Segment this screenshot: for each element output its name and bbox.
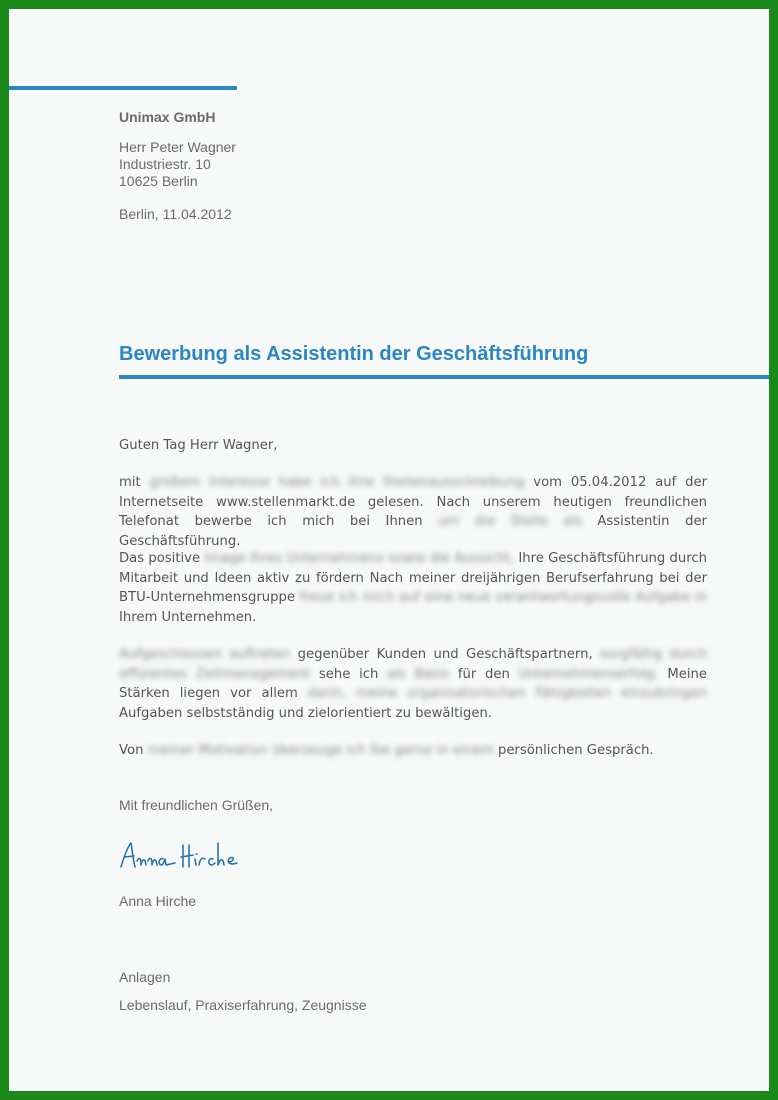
body-text-segment: sehe ich bbox=[310, 666, 388, 682]
body-text-segment: Assistentin der Geschäftsführung. bbox=[119, 514, 707, 549]
attachments-label: Anlagen bbox=[119, 969, 171, 985]
blurred-text: Aufgeschlossen auftreten bbox=[119, 647, 291, 662]
sender-company: Unimax GmbH bbox=[119, 109, 216, 125]
recipient-address bbox=[119, 139, 236, 190]
blurred-text: Image Ihres Unternehmens sowie die Aussicht, bbox=[204, 551, 515, 566]
signer-name: Anna Hirche bbox=[119, 893, 197, 909]
body-text-segment: persönlichen Gespräch. bbox=[493, 743, 654, 758]
body-text-segment: Nach meiner dreijährigen Berufserfahrung bei der BTU-Unternehmensgruppe bbox=[119, 570, 707, 605]
body-text-segment: vom 05.04.2012 auf der Internetseite www.stellenmarkt.de gelesen. Nach unserem heutigen freundlichen Telefonat bewerbe ich mich bei Ihnen bbox=[119, 475, 707, 529]
blurred-text: Unternehmenserfolg. bbox=[518, 666, 659, 682]
greeting: Guten Tag Herr Wagner, bbox=[119, 438, 278, 453]
blurred-text: um die Stelle als bbox=[438, 514, 582, 529]
blurred-text: sorgfältig durch effizientes Zeitmanagement bbox=[119, 647, 707, 682]
blurred-text: großem Interesse habe ich Ihre Stellenausschreibung bbox=[149, 475, 525, 490]
blurred-text: meiner Motivation überzeuge ich Sie gerne in einem bbox=[147, 743, 494, 758]
blurred-text: als Basis bbox=[387, 666, 450, 682]
recipient-name: Herr Peter Wagner bbox=[119, 139, 236, 155]
body-text-segment: gegenüber Kunden und Geschäftspartnern, bbox=[290, 647, 601, 662]
paragraph-1 bbox=[119, 473, 707, 551]
paragraph-4 bbox=[119, 741, 707, 761]
body-text-segment: Aufgaben selbstständig und zielorientiert zu bewältigen. bbox=[119, 705, 493, 721]
body-text-segment: für den bbox=[449, 666, 519, 682]
header-rule bbox=[9, 86, 237, 90]
signature bbox=[117, 835, 247, 875]
attachments-list: Lebenslauf, Praxiserfahrung, Zeugnisse bbox=[119, 997, 367, 1013]
body-text-segment: Das positive bbox=[119, 551, 205, 566]
letter-date: Berlin, 11.04.2012 bbox=[119, 206, 232, 222]
blurred-text: freue ich mich auf eine neue verantwortungsvolle Aufgabe in bbox=[299, 590, 707, 605]
body-text-segment: Ihrem Unternehmen. bbox=[119, 609, 257, 625]
paragraph-2 bbox=[119, 549, 707, 627]
recipient-street: Industriestr. 10 bbox=[119, 156, 211, 172]
subject-rule bbox=[119, 375, 769, 379]
paragraph-3 bbox=[119, 645, 707, 723]
body-text-segment: mit bbox=[119, 475, 150, 490]
blurred-text: darin, meine organisatorischen Fähigkeiten einzubringen bbox=[307, 686, 707, 701]
recipient-city: 10625 Berlin bbox=[119, 173, 198, 189]
closing: Mit freundlichen Grüßen, bbox=[119, 797, 274, 813]
body-text-segment: Ihre Geschäftsführung durch Mitarbeit und Ideen aktiv zu fördern bbox=[119, 551, 707, 586]
body-text-segment: Meine Stärken liegen vor allem bbox=[119, 666, 708, 701]
letter-page bbox=[9, 9, 769, 1091]
subject-line: Bewerbung als Assistentin der Geschäftsführung bbox=[119, 343, 589, 365]
body-text-segment: Von bbox=[119, 743, 148, 758]
